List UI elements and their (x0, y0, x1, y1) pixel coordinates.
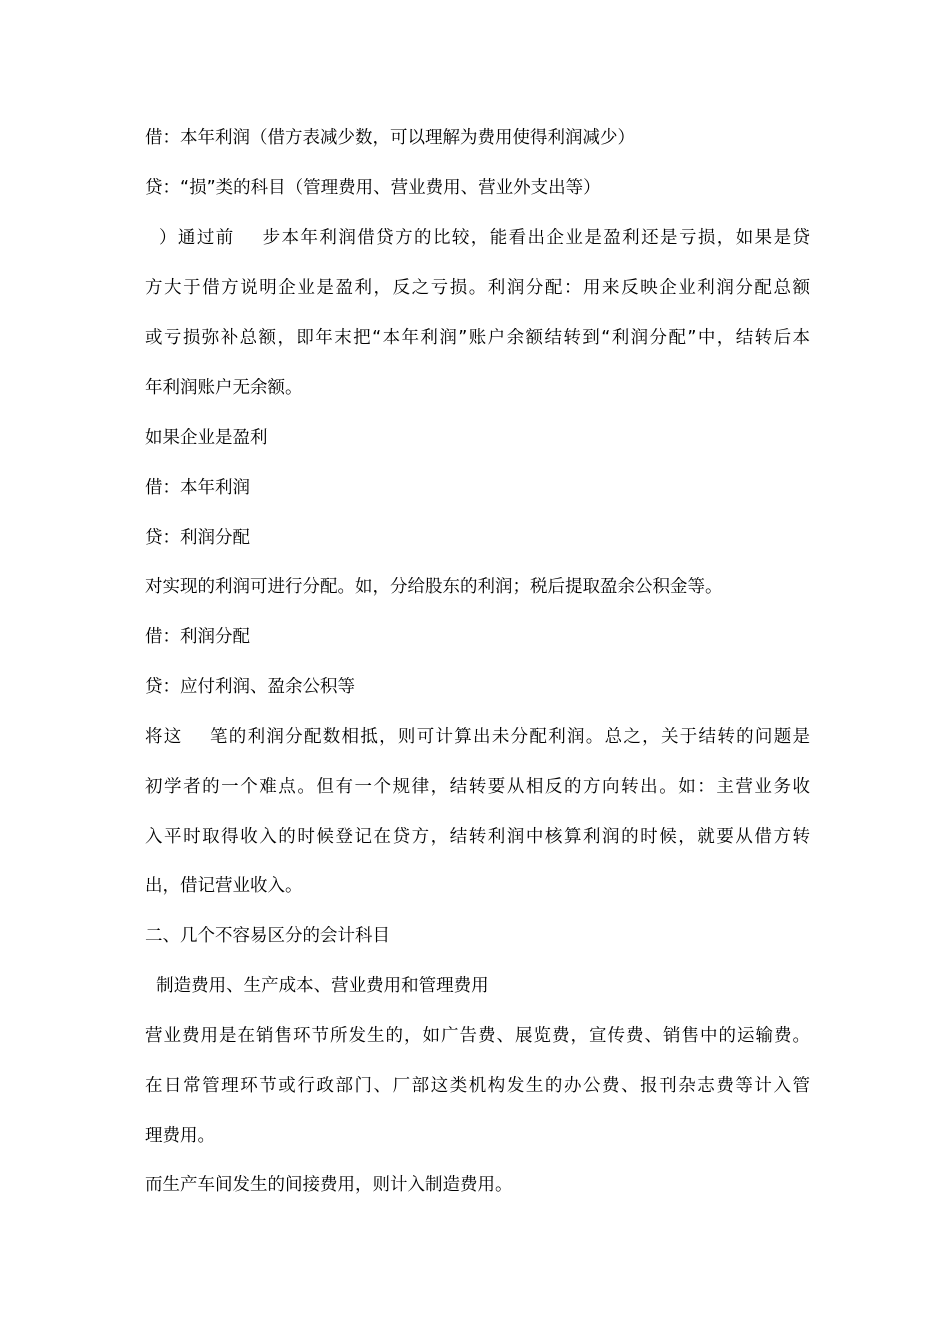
text-line: 借：本年利润 (145, 478, 250, 498)
text-line: 入平时取得收入的时候登记在贷方，结转利润中核算利润的时候，就要从借方转 (145, 827, 810, 847)
text-line: 初学者的一个难点。但有一个规律，结转要从相反的方向转出。如：主营业务收 (145, 777, 810, 797)
text-line: 借：利润分配 (145, 627, 250, 647)
text-line: ）通过前 步本年利润借贷方的比较，能看出企业是盈利还是亏损，如果是贷 (145, 228, 810, 248)
text-line: 或亏损弥补总额，即年末把“本年利润”账户余额结转到“利润分配”中，结转后本 (145, 328, 810, 348)
subheading: 制造费用、生产成本、营业费用和管理费用 (145, 976, 489, 996)
text-line: 营业费用是在销售环节所发生的，如广告费、展览费，宣传费、销售中的运输费。 (145, 1026, 810, 1046)
text-line: 贷：“损”类的科目（管理费用、营业费用、营业外支出等） (145, 178, 601, 198)
text-line: 如果企业是盈利 (145, 428, 268, 448)
text-line: 对实现的利润可进行分配。如，分给股东的利润；税后提取盈余公积金等。 (145, 577, 723, 597)
text-line: 借：本年利润（借方表减少数，可以理解为费用使得利润减少） (145, 128, 635, 148)
text-line: 理费用。 (145, 1126, 215, 1146)
text-line: 将这 笔的利润分配数相抵，则可计算出未分配利润。总之，关于结转的问题是 (145, 727, 810, 747)
text-line: 方大于借方说明企业是盈利，反之亏损。利润分配：用来反映企业利润分配总额 (145, 278, 810, 298)
text-line: 贷：应付利润、盈余公积等 (145, 677, 355, 697)
text-line: 而生产车间发生的间接费用，则计入制造费用。 (145, 1175, 513, 1195)
text-line: 在日常管理环节或行政部门、厂部这类机构发生的办公费、报刊杂志费等计入管 (145, 1076, 810, 1096)
text-line: 年利润账户无余额。 (145, 378, 303, 398)
text-line: 贷：利润分配 (145, 528, 250, 548)
text-line: 出，借记营业收入。 (145, 876, 303, 896)
section-heading: 二、几个不容易区分的会计科目 (145, 926, 390, 946)
